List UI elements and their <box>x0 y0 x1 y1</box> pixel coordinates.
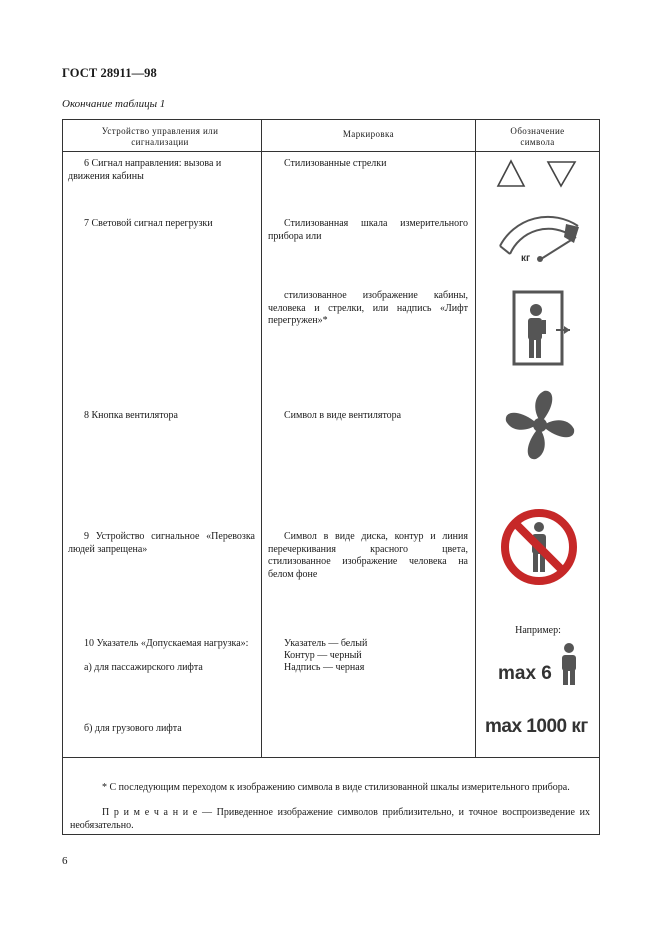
table-caption: Окончание таблицы 1 <box>62 98 166 110</box>
standard-number: ГОСТ 28911—98 <box>62 66 157 80</box>
row10-marking-2: Контур — черный <box>284 650 362 661</box>
no-passengers-sign <box>499 507 579 587</box>
footer-divider <box>62 757 600 758</box>
row7-marking: Стилизованная шкала измерительного прибора или <box>268 218 468 242</box>
row10-marking-3: Надпись — черная <box>284 662 365 673</box>
row9-device: 9 Устройство сигнальное «Перевозка людей запрещена» <box>68 531 255 555</box>
footnote-note <box>70 806 590 832</box>
arrow-symbols <box>495 158 580 190</box>
note-text: — Приведенное изображение символов приблизительно, и точное воспроизведение их необязательно. <box>70 807 591 831</box>
row10-device: 10 Указатель «Допускаемая нагрузка»: <box>84 638 249 649</box>
column-divider <box>261 119 262 757</box>
footnote-star: * С последующим переходом к изображению символа в виде стилизованной шкалы измерительного прибора. <box>102 782 570 793</box>
gauge-unit-label: кг <box>521 253 531 264</box>
row7-device: 7 Световой сигнал перегрузки <box>84 218 213 229</box>
row8-device: 8 Кнопка вентилятора <box>84 410 178 421</box>
row6-marking: Стилизованные стрелки <box>284 158 387 169</box>
page-number: 6 <box>62 855 68 867</box>
col-header-marking: Маркировка <box>342 129 395 139</box>
row10-marking-1: Указатель — белый <box>284 638 368 649</box>
arrow-up-icon <box>498 161 524 186</box>
overloaded-cabin-icon <box>512 290 572 366</box>
person-icon <box>558 642 580 686</box>
overload-gauge-icon <box>494 204 590 270</box>
row7-marking-alt: стилизованное изображение кабины, человека и стрелки, или надпись «Лифт перегружен»* <box>268 290 468 326</box>
header-divider <box>62 151 600 152</box>
col-header-symbol: Обозначение символа <box>510 126 565 147</box>
row9-marking: Символ в виде диска, контур и линия перечеркивания красного цвета, стилизованное изображение человека на белом фоне <box>268 531 468 580</box>
max-load-passenger: max 6 <box>498 663 552 684</box>
column-divider <box>475 119 476 757</box>
max-load-freight: max 1000 кг <box>485 716 588 737</box>
row10-sub-b: б) для грузового лифта <box>84 723 182 734</box>
row10-sub-a: а) для пассажирского лифта <box>84 662 203 673</box>
example-label: Например: <box>515 625 561 636</box>
row6-device: 6 Сигнал направления: вызова и движения кабины <box>68 158 222 182</box>
row8-marking: Символ в виде вентилятора <box>284 410 402 421</box>
note-label: П р и м е ч а н и е <box>102 807 198 818</box>
fan-icon <box>503 388 577 462</box>
arrow-down-icon <box>548 162 575 186</box>
col-header-device: Устройство управления или сигнализации <box>101 126 219 147</box>
